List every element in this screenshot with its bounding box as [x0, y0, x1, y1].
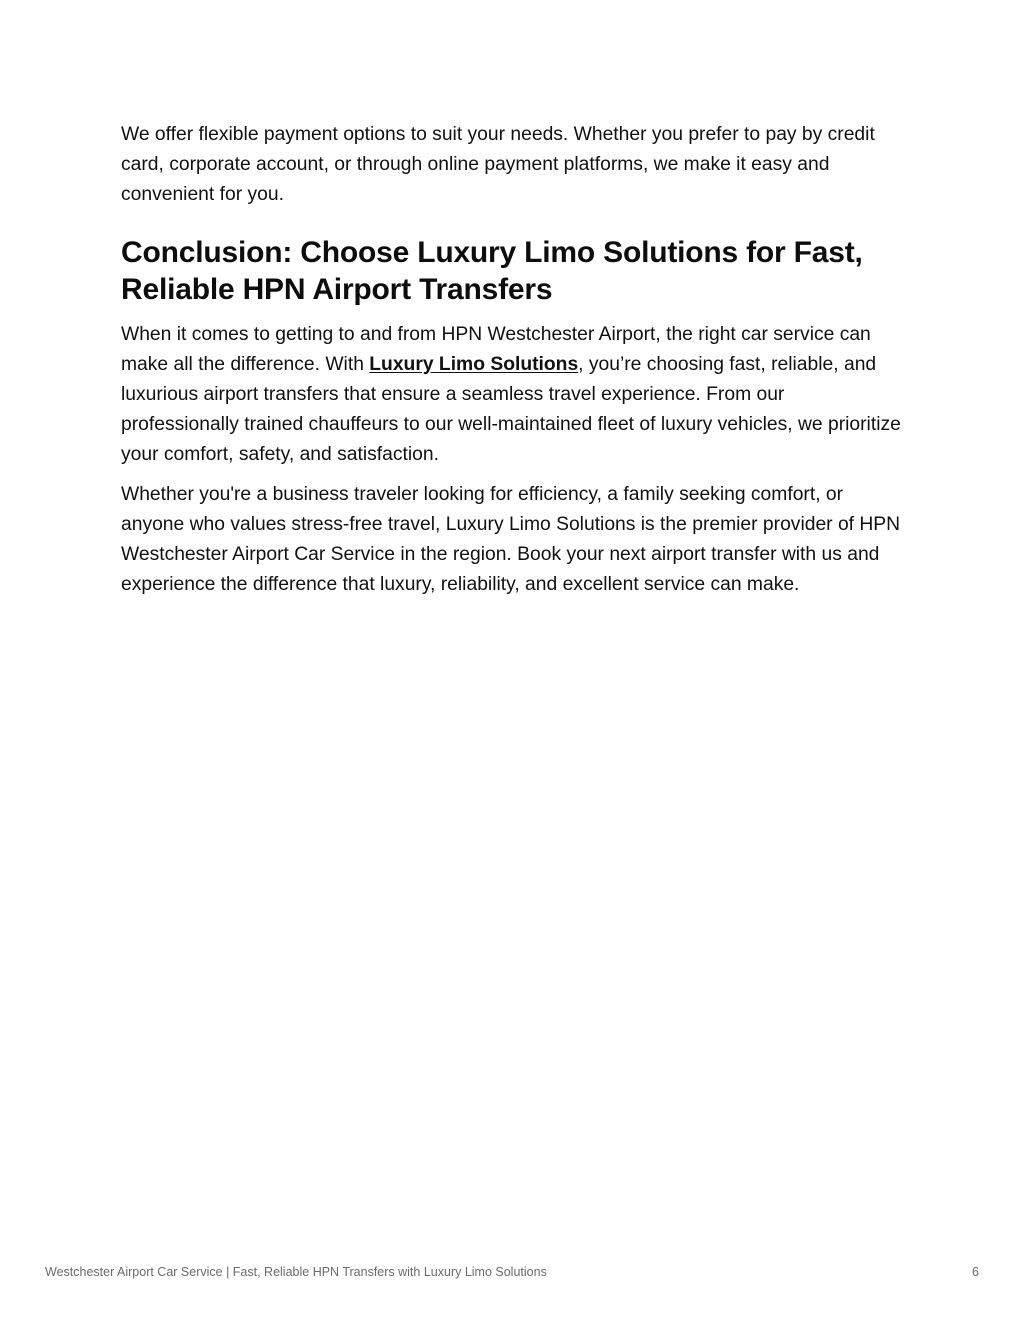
footer-title: Westchester Airport Car Service | Fast, Reliable HPN Transfers with Luxury Limo Solutions [45, 1265, 547, 1279]
payment-options-paragraph: We offer flexible payment options to suit your needs. Whether you prefer to pay by credit card, corporate account, or through online payment platforms, we make it easy and convenient for you. [121, 124, 875, 205]
conclusion-paragraph-start: When it comes to getting to and from HPN Westchester Airport, the right car service can make all the difference. With [121, 324, 871, 375]
conclusion-paragraph-end: , you’re choosing fast, reliable, and luxurious airport transfers that ensure a seamless travel experience. From our professionally trained chauffeurs to our well-maintained fleet of luxury vehicles, we prioritize your comfort, safety, and satisfaction. [121, 354, 901, 465]
page-footer [45, 1262, 979, 1282]
closing-paragraph: Whether you're a business traveler looking for efficiency, a family seeking comfort, or anyone who values stress-free travel, Luxury Limo Solutions is the premier provider of HPN Westchester Airport Car Service in the region. Book your next airport transfer with us and experience the difference that luxury, reliability, and excellent service can make. [121, 484, 901, 595]
page-content [121, 120, 906, 610]
conclusion-heading: Conclusion: Choose Luxury Limo Solutions for Fast, Reliable HPN Airport Transfers [121, 236, 863, 306]
conclusion-paragraph [121, 320, 906, 470]
luxury-limo-solutions-link[interactable]: Luxury Limo Solutions [369, 354, 579, 375]
page-number: 6 [972, 1265, 979, 1279]
